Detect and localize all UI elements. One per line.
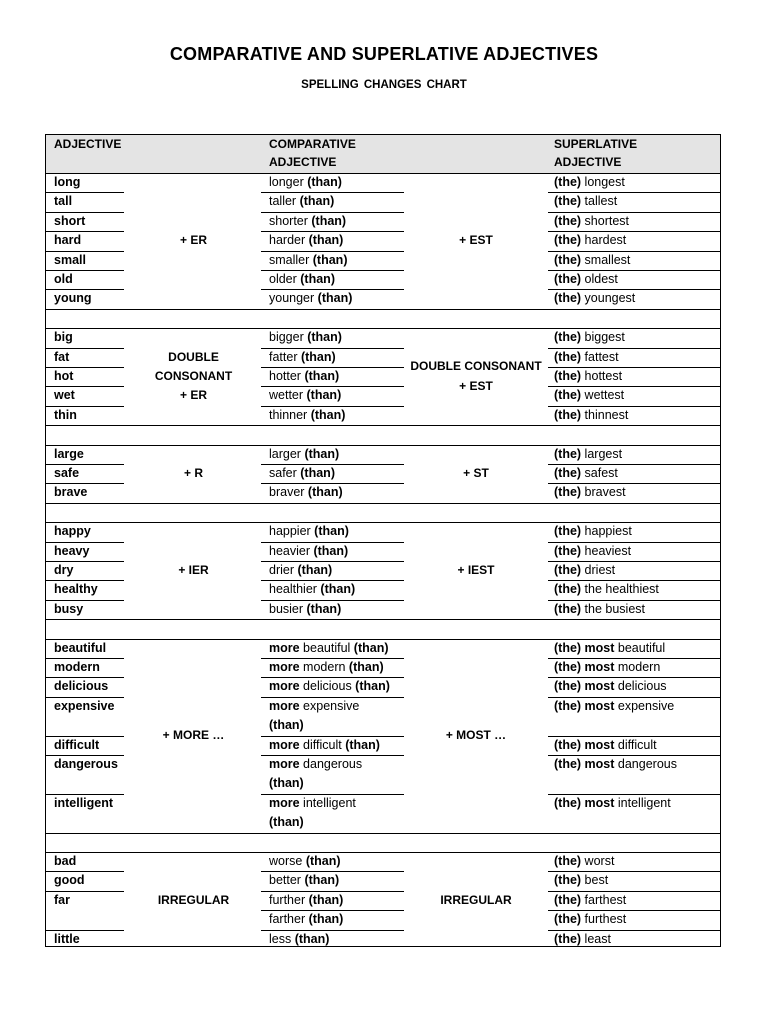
text-segment: (than)	[303, 601, 342, 616]
adjective-cell: intelligent	[54, 795, 114, 810]
text-segment: largest	[581, 446, 623, 461]
rule-label: + ER	[179, 233, 207, 248]
text-segment: safest	[581, 466, 618, 480]
text-segment: healthier	[269, 582, 317, 597]
adjective-cell: hard	[54, 233, 82, 248]
superlative-cell	[554, 367, 622, 386]
text-segment: (the)	[554, 252, 582, 267]
text-segment: (the)	[554, 291, 582, 306]
superlative-cell	[554, 231, 626, 250]
text-segment: dangerous	[299, 757, 363, 771]
adjective-cell: little	[54, 931, 80, 946]
group-separator	[46, 425, 720, 426]
text-segment: wetter	[269, 388, 304, 403]
adjective-cell: modern	[54, 660, 100, 674]
text-segment: heaviest	[581, 543, 632, 558]
adjective-cell: heavy	[54, 543, 90, 558]
comparative-cell	[269, 755, 362, 774]
rule-label: DOUBLE CONSONANT	[410, 359, 542, 374]
superlative-cell	[554, 464, 618, 483]
adjective-cell: safe	[54, 466, 80, 480]
text-segment: (the)	[554, 892, 582, 907]
comparative-cell	[269, 483, 343, 502]
superlative-cell	[554, 406, 628, 425]
text-segment: further	[269, 892, 306, 907]
text-segment: beautiful	[614, 640, 666, 655]
text-segment: (than)	[300, 446, 340, 461]
superlative-cell	[554, 386, 624, 405]
comparative-cell	[269, 891, 343, 910]
text-segment: larger	[269, 446, 301, 461]
superlative-cell	[554, 212, 629, 231]
superlative-cell	[554, 289, 635, 308]
adjective-cell: expensive	[54, 698, 115, 713]
adjective-cell: beautiful	[54, 640, 107, 655]
rule-label: IRREGULAR	[157, 892, 230, 907]
text-segment: intelligent	[299, 795, 356, 810]
text-segment: less	[269, 931, 292, 946]
text-segment: (than)	[310, 524, 349, 539]
comparative-cell	[269, 794, 356, 813]
text-segment: (the)	[554, 563, 582, 577]
text-segment: more	[269, 757, 300, 771]
text-segment: (than)	[305, 892, 344, 907]
superlative-cell	[554, 697, 674, 716]
text-segment: (than)	[307, 213, 347, 228]
row-underline	[261, 910, 404, 911]
text-segment: (than)	[302, 854, 341, 868]
superlative-cell	[554, 522, 632, 541]
text-segment: (the)	[554, 931, 582, 946]
comparative-cell	[269, 251, 347, 270]
adjective-cell: dry	[54, 563, 74, 577]
text-segment: biggest	[581, 330, 625, 345]
text-segment: drier	[269, 563, 295, 577]
rule-label: DOUBLE	[168, 349, 219, 364]
text-segment: (the) most	[554, 679, 615, 694]
text-segment: tallest	[581, 194, 618, 209]
adjective-cell: fat	[54, 349, 70, 364]
text-segment: (the)	[554, 485, 582, 500]
text-segment: (than)	[296, 272, 335, 286]
adjective-cell: big	[54, 330, 73, 345]
text-segment: (the) most	[554, 737, 615, 752]
superlative-cell	[554, 561, 615, 580]
comparative-cell-line2	[269, 910, 343, 929]
text-segment: bigger	[269, 330, 304, 345]
adjective-cell: brave	[54, 485, 88, 500]
adjective-cell: dangerous	[54, 757, 118, 771]
text-segment: (the) most	[554, 660, 615, 674]
text-segment: (than)	[303, 330, 342, 345]
comparative-cell	[269, 639, 389, 658]
text-segment: driest	[581, 563, 616, 577]
row-underline	[548, 910, 720, 911]
comparative-cell-line2	[269, 774, 304, 793]
superlative-cell	[554, 270, 618, 289]
text-segment: smaller	[269, 252, 310, 267]
text-segment: (than)	[269, 815, 304, 830]
adjective-cell: hot	[54, 369, 74, 383]
group-separator	[46, 503, 720, 504]
text-segment: (the) most	[554, 698, 615, 713]
text-segment: more	[269, 795, 300, 810]
text-segment: bravest	[581, 485, 626, 500]
comparative-cell	[269, 173, 342, 192]
text-segment: (than)	[305, 912, 344, 927]
text-segment: (than)	[294, 563, 333, 577]
text-segment: older	[269, 272, 297, 286]
comparative-cell	[269, 736, 380, 755]
text-segment: (the)	[554, 543, 582, 558]
adjective-cell: small	[54, 252, 86, 267]
text-segment: younger	[269, 291, 315, 306]
text-segment: happier	[269, 524, 311, 539]
header-comparative-line2: ADJECTIVE	[269, 155, 337, 169]
text-segment: thinner	[269, 407, 308, 422]
text-segment: (the)	[554, 369, 582, 383]
superlative-cell	[554, 794, 671, 813]
text-segment: more	[269, 698, 300, 713]
text-segment: better	[269, 873, 301, 888]
rule-label: + MORE …	[162, 727, 225, 742]
text-segment: more	[269, 679, 300, 694]
comparative-cell	[269, 561, 332, 580]
comparative-cell	[269, 600, 341, 619]
text-segment: delicious	[614, 679, 667, 694]
rule-label: + ER	[179, 388, 207, 403]
text-segment: (than)	[269, 776, 304, 791]
text-segment: (the)	[554, 330, 582, 345]
rule-label: CONSONANT	[154, 369, 233, 383]
text-segment: beautiful	[299, 640, 351, 655]
rule-label: IRREGULAR	[440, 892, 512, 907]
text-segment: (than)	[269, 718, 304, 733]
text-segment: harder	[269, 233, 306, 248]
adjective-cell: large	[54, 446, 84, 461]
text-segment: thinnest	[581, 407, 629, 422]
comparative-cell	[269, 542, 348, 561]
comparative-cell	[269, 697, 359, 716]
text-segment: more	[269, 737, 300, 752]
text-segment: (than)	[305, 233, 344, 248]
text-segment: longest	[581, 175, 625, 189]
text-segment: (than)	[304, 485, 343, 500]
comparative-cell	[269, 464, 335, 483]
text-segment: expensive	[299, 698, 360, 713]
text-segment: (than)	[310, 543, 349, 558]
adjective-cell: tall	[54, 194, 73, 209]
adjective-cell: short	[54, 213, 86, 228]
superlative-cell	[554, 852, 614, 871]
text-segment: (than)	[309, 252, 348, 267]
text-segment: (than)	[291, 931, 330, 946]
text-segment: hardest	[581, 233, 627, 248]
text-segment: (than)	[307, 407, 346, 422]
adjective-cell: far	[54, 892, 70, 907]
text-segment: least	[581, 931, 611, 946]
text-segment: (than)	[300, 873, 340, 888]
text-segment: more	[269, 660, 300, 674]
rule-label: + IEST	[457, 563, 495, 577]
text-segment: (than)	[350, 640, 389, 655]
page-title: COMPARATIVE AND SUPERLATIVE ADJECTIVES	[169, 44, 599, 64]
text-segment: fatter	[269, 349, 298, 364]
adjective-cell: difficult	[54, 737, 100, 752]
superlative-cell	[554, 891, 626, 910]
text-segment: (than)	[351, 679, 390, 694]
text-segment: (the)	[554, 175, 582, 189]
comparative-cell	[269, 367, 339, 386]
text-segment: (the)	[554, 272, 582, 286]
text-segment: (than)	[303, 175, 342, 189]
text-segment: longer	[269, 175, 304, 189]
superlative-cell	[554, 483, 626, 502]
text-segment: youngest	[581, 291, 636, 306]
text-segment: best	[581, 873, 609, 888]
page-subtitle: SPELLING CHANGES CHART	[301, 79, 467, 91]
text-segment: (the)	[554, 349, 582, 364]
text-segment: fattest	[581, 349, 619, 364]
text-segment: (the)	[554, 854, 582, 868]
superlative-cell	[554, 445, 622, 464]
adjectives-table	[45, 134, 721, 947]
comparative-cell-line2	[269, 716, 304, 735]
text-segment: difficult	[299, 737, 342, 752]
superlative-cell	[554, 639, 665, 658]
text-segment: safer	[269, 466, 297, 480]
adjective-cell: young	[54, 291, 92, 306]
comparative-cell	[269, 930, 329, 949]
text-segment: (than)	[316, 582, 356, 597]
text-segment: more	[269, 640, 300, 655]
adjective-cell: delicious	[54, 679, 109, 694]
text-segment: (the)	[554, 873, 582, 888]
rule-label: + MOST …	[445, 727, 507, 742]
text-segment: busier	[269, 601, 304, 616]
text-segment: shortest	[581, 213, 630, 228]
text-segment: farther	[269, 912, 306, 927]
header-adjective: ADJECTIVE	[54, 137, 122, 151]
comparative-cell	[269, 328, 342, 347]
comparative-cell	[269, 445, 339, 464]
superlative-cell	[554, 580, 659, 599]
comparative-cell	[269, 289, 352, 308]
text-segment: modern	[299, 660, 346, 674]
rule-label: + R	[183, 466, 203, 480]
superlative-cell	[554, 658, 660, 677]
superlative-cell	[554, 542, 631, 561]
adjective-cell: busy	[54, 601, 84, 616]
rule-label: + IER	[178, 563, 209, 577]
text-segment: hottest	[581, 369, 623, 383]
text-segment: (the)	[554, 466, 582, 480]
superlative-cell	[554, 871, 608, 890]
text-segment: smallest	[581, 252, 631, 267]
text-segment: (the) most	[554, 757, 615, 771]
text-segment: taller	[269, 194, 297, 209]
text-segment: wettest	[581, 388, 625, 403]
header-superlative-line1: SUPERLATIVE	[554, 137, 638, 151]
adjective-cell: old	[54, 272, 73, 286]
comparative-cell	[269, 677, 390, 696]
rule-label: + EST	[459, 233, 493, 248]
text-segment: (the)	[554, 194, 582, 209]
text-segment: difficult	[614, 737, 657, 752]
text-segment: (the)	[554, 213, 582, 228]
superlative-cell	[554, 173, 625, 192]
group-separator	[46, 852, 720, 853]
text-segment: happiest	[581, 524, 632, 539]
text-segment: (the) most	[554, 795, 615, 810]
header-comparative-line1: COMPARATIVE	[269, 137, 356, 151]
text-segment: worse	[269, 854, 303, 868]
comparative-cell	[269, 386, 341, 405]
adjective-cell: long	[54, 175, 81, 189]
text-segment: the healthiest	[581, 582, 659, 597]
superlative-cell	[554, 251, 630, 270]
text-segment: farthest	[581, 892, 627, 907]
text-segment: (the)	[554, 407, 582, 422]
text-segment: hotter	[269, 369, 301, 383]
group-separator	[46, 619, 720, 620]
comparative-cell-line2	[269, 813, 304, 832]
header-superlative-line2: ADJECTIVE	[554, 155, 622, 169]
text-segment: delicious	[299, 679, 352, 694]
adjective-cell: good	[54, 873, 85, 888]
text-segment: oldest	[581, 272, 618, 286]
text-segment: (the) most	[554, 640, 615, 655]
superlative-cell	[554, 755, 677, 774]
text-segment: (the)	[554, 446, 582, 461]
superlative-cell	[554, 348, 619, 367]
comparative-cell	[269, 522, 349, 541]
text-segment: (the)	[554, 524, 582, 539]
adjective-cell: happy	[54, 524, 91, 539]
table-header	[46, 135, 720, 174]
text-segment: the busiest	[581, 601, 646, 616]
text-segment: (than)	[297, 349, 336, 364]
text-segment: modern	[614, 660, 661, 674]
text-segment: worst	[581, 854, 615, 868]
text-segment: (than)	[314, 291, 353, 306]
text-segment: (the)	[554, 233, 582, 248]
text-segment: heavier	[269, 543, 310, 558]
adjective-cell: thin	[54, 407, 77, 422]
text-segment: shorter	[269, 213, 308, 228]
comparative-cell	[269, 192, 334, 211]
superlative-cell	[554, 930, 611, 949]
comparative-cell	[269, 231, 343, 250]
text-segment: furthest	[581, 912, 627, 927]
comparative-cell	[269, 580, 355, 599]
adjective-cell: bad	[54, 854, 77, 868]
adjective-cell: wet	[54, 388, 75, 403]
text-segment: (the)	[554, 912, 582, 927]
adjective-cell: healthy	[54, 582, 98, 597]
comparative-cell	[269, 852, 341, 871]
comparative-cell	[269, 212, 346, 231]
text-segment: dangerous	[614, 757, 677, 771]
superlative-cell	[554, 328, 625, 347]
text-segment: expensive	[614, 698, 675, 713]
superlative-cell	[554, 677, 667, 696]
superlative-cell	[554, 600, 645, 619]
text-segment: (than)	[296, 466, 335, 480]
rule-label: + EST	[459, 378, 493, 393]
comparative-cell	[269, 406, 345, 425]
text-segment: (than)	[345, 660, 384, 674]
text-segment: (than)	[341, 737, 380, 752]
text-segment: (than)	[303, 388, 342, 403]
text-segment: (the)	[554, 582, 582, 597]
superlative-cell	[554, 736, 657, 755]
text-segment: (the)	[554, 601, 582, 616]
comparative-cell	[269, 270, 335, 289]
comparative-cell	[269, 348, 336, 367]
group-separator	[46, 833, 720, 834]
text-segment: (than)	[300, 369, 340, 383]
rule-label: + ST	[463, 466, 489, 480]
group-separator	[46, 309, 720, 310]
comparative-cell	[269, 871, 339, 890]
comparative-cell	[269, 658, 384, 677]
superlative-cell	[554, 192, 617, 211]
text-segment: (the)	[554, 388, 582, 403]
text-segment: braver	[269, 485, 305, 500]
text-segment: (than)	[296, 194, 335, 209]
text-segment: intelligent	[614, 795, 671, 810]
superlative-cell-line2	[554, 910, 626, 929]
